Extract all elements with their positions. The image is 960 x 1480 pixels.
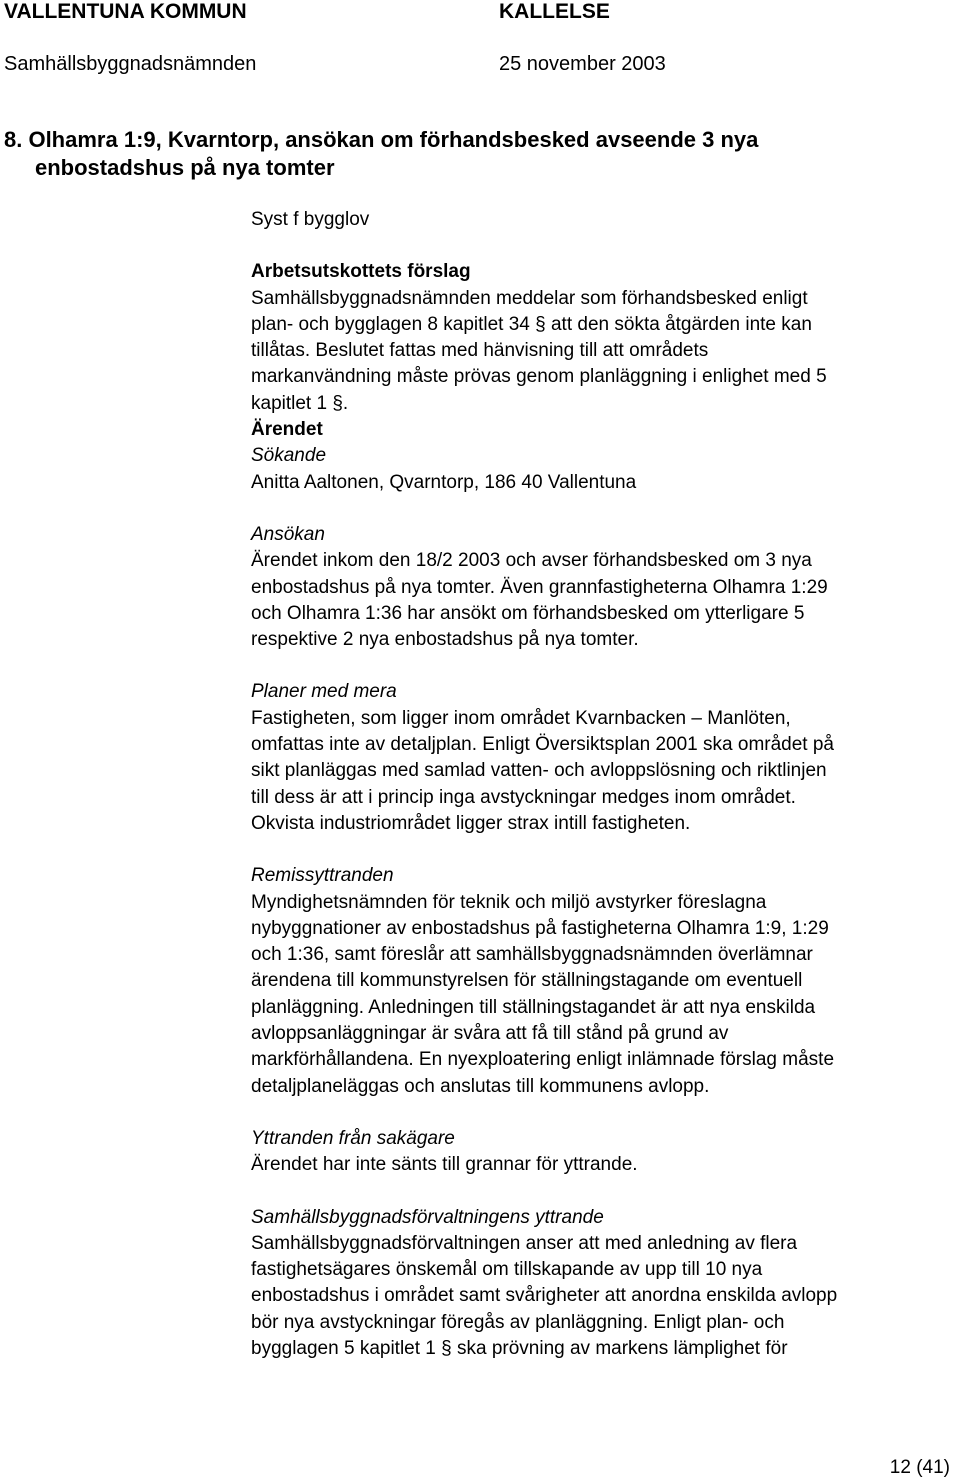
responsible-officer: Syst f bygglov [251, 209, 370, 230]
plans-line: Fastigheten, som ligger inom området Kvarnbacken – Manlöten, [251, 707, 791, 729]
admin-statement-line: fastighetsägares önskemål om tillskapande av upp till 10 nya [251, 1259, 763, 1281]
plans-label: Planer med mera [251, 681, 397, 703]
plans-line: omfattas inte av detaljplan. Enligt Översiktsplan 2001 ska området på [251, 734, 834, 756]
plans-line: Okvista industriområdet ligger strax intill fastigheten. [251, 812, 691, 834]
organization-name: VALLENTUNA KOMMUN [4, 0, 247, 23]
referrals-line: detaljplaneläggas och anslutas till kommunens avlopp. [251, 1075, 710, 1097]
referrals-line: planläggning. Anledningen till ställningstagandet är att nya enskilda [251, 996, 816, 1018]
proposal-line: markanvändning måste prövas genom planläggning i enlighet med 5 [251, 366, 827, 388]
matter-heading: Ärendet [251, 419, 323, 441]
document-type: KALLELSE [499, 0, 610, 23]
application-line: Ärendet inkom den 18/2 2003 och avser förhandsbesked om 3 nya [251, 550, 812, 572]
admin-statement-line: bygglagen 5 kapitlet 1 § ska prövning av markens lämplighet för [251, 1337, 788, 1359]
referrals-line: avloppsanläggningar är svåra att få till stånd på grund av [251, 1023, 729, 1045]
owners-label: Yttranden från sakägare [251, 1127, 455, 1149]
referrals-line: Myndighetsnämnden för teknik och miljö avstyrker föreslagna [251, 891, 767, 913]
admin-statement-line: enbostadshus i området samt svårigheter att anordna enskilda avlopp [251, 1285, 838, 1307]
admin-statement-label: Samhällsbyggnadsförvaltningens yttrande [251, 1206, 604, 1228]
admin-statement-line: Samhällsbyggnadsförvaltningen anser att med anledning av flera [251, 1232, 798, 1254]
application-line: och Olhamra 1:36 har ansökt om förhandsbesked om ytterligare 5 [251, 602, 805, 624]
meeting-date: 25 november 2003 [499, 53, 666, 75]
owners-line: Ärendet har inte sänts till grannar för yttrande. [251, 1154, 638, 1176]
applicant-value: Anitta Aaltonen, Qvarntorp, 186 40 Vallentuna [251, 471, 637, 493]
referrals-line: nybyggnationer av enbostadshus på fastigheterna Olhamra 1:9, 1:29 [251, 917, 829, 939]
page-number: 12 (41) [889, 1457, 950, 1478]
referrals-line: markförhållandena. En nyexploatering enligt inlämnade förslag måste [251, 1049, 835, 1071]
proposal-line: tillåtas. Beslutet fattas med hänvisning till att områdets [251, 340, 709, 362]
application-line: respektive 2 nya enbostadshus på nya tomter. [251, 629, 639, 651]
proposal-line: Samhällsbyggnadsnämnden meddelar som förhandsbesked enligt [251, 287, 808, 309]
item-title [4, 126, 924, 182]
referrals-line: ärendena till kommunstyrelsen för ställningstagande om eventuell [251, 970, 803, 992]
application-line: enbostadshus på nya tomter. Även grannfastigheterna Olhamra 1:29 [251, 576, 828, 598]
proposal-heading: Arbetsutskottets förslag [251, 261, 471, 283]
plans-line: sikt planläggas med samlad vatten- och avloppslösning och riktlinjen [251, 760, 827, 782]
application-label: Ansökan [251, 523, 325, 545]
referrals-label: Remissyttranden [251, 865, 394, 887]
admin-statement-line: bör nya avstyckningar föregås av planläggning. Enligt plan- och [251, 1311, 785, 1333]
document-body [251, 207, 951, 1362]
proposal-line: plan- och bygglagen 8 kapitlet 34 § att den sökta åtgärden inte kan [251, 313, 812, 335]
referrals-line: och 1:36, samt föreslår att samhällsbyggnadsnämnden överlämnar [251, 944, 813, 966]
item-title-line: enbostadshus på nya tomter [35, 155, 335, 180]
committee-name: Samhällsbyggnadsnämnden [4, 53, 257, 75]
proposal-line: kapitlet 1 §. [251, 392, 349, 414]
plans-line: till dess är att i princip inga avstyckningar medges inom området. [251, 786, 796, 808]
applicant-label: Sökande [251, 445, 327, 467]
item-title-line: 8. Olhamra 1:9, Kvarntorp, ansökan om förhandsbesked avseende 3 nya [4, 127, 759, 152]
